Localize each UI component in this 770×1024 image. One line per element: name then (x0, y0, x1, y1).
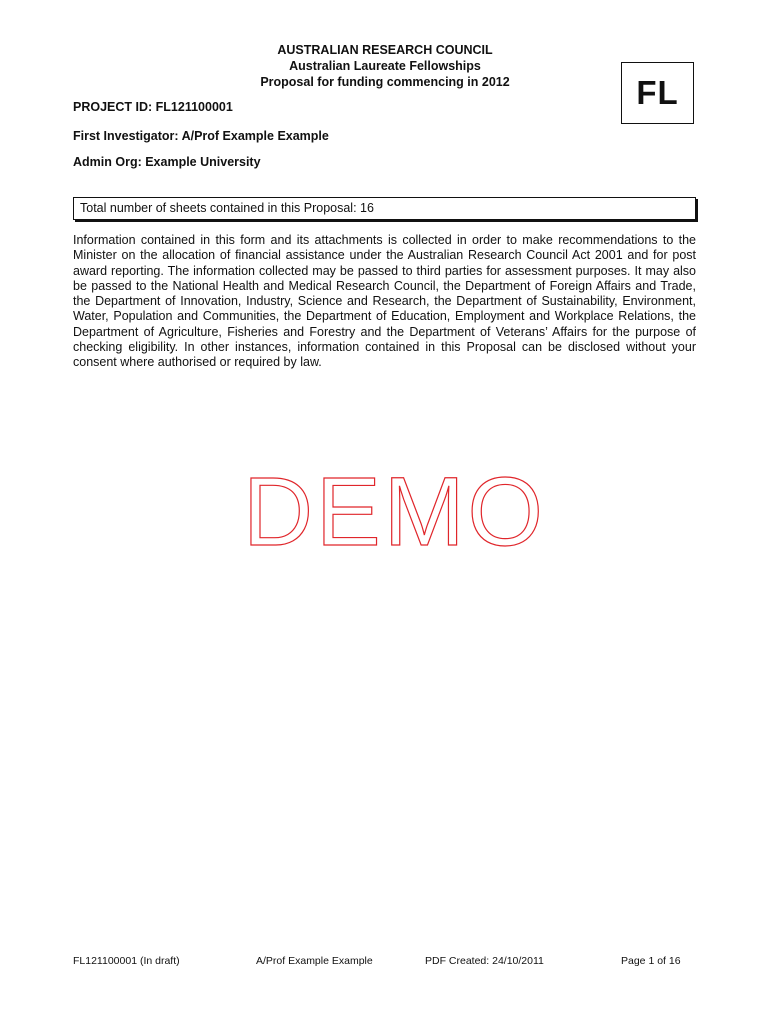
footer-status: FL121100001 (In draft) (73, 955, 180, 967)
project-id: PROJECT ID: FL121100001 (73, 100, 233, 114)
admin-org: Admin Org: Example University (73, 155, 261, 169)
council-name: AUSTRALIAN RESEARCH COUNCIL (277, 43, 493, 57)
sheets-count-text: Total number of sheets contained in this Proposal: 16 (80, 201, 374, 215)
footer-investigator: A/Prof Example Example (256, 955, 373, 967)
footer-page-number: Page 1 of 16 (621, 955, 681, 967)
first-investigator: First Investigator: A/Prof Example Example (73, 129, 329, 143)
watermark-text: DEMO (243, 470, 543, 560)
footer-created: PDF Created: 24/10/2011 (425, 955, 544, 967)
proposal-round: Proposal for funding commencing in 2012 (260, 75, 510, 89)
sheets-count-box (73, 197, 696, 220)
privacy-notice: Information contained in this form and its attachments is collected in order to make recommendations to the Minister on the allocation of financial assistance under the Australian Research Council Act 2001 and for post award reporting. The information collected may be passed to third parties for assessment purposes. It may also be passed to the National Health and Medical Research Council, the Department of Foreign Affairs and Trade, the Department of Innovation, Industry, Science and Research, the Department of Sustainability, Environment, Water, Population and Communities, the Department of Education, Employment and Workplace Relations, the Department of Agriculture, Fisheries and Forestry and the Department of Veterans’ Affairs for the purpose of checking eligibility. In other instances, information contained in this Proposal can be disclosed without your consent where authorised or required by law. (73, 233, 696, 370)
scheme-code-box (621, 62, 694, 124)
demo-watermark-graphic (243, 470, 543, 560)
demo-watermark (243, 470, 543, 565)
scheme-code: FL (636, 74, 679, 111)
scheme-name: Australian Laureate Fellowships (289, 59, 481, 73)
